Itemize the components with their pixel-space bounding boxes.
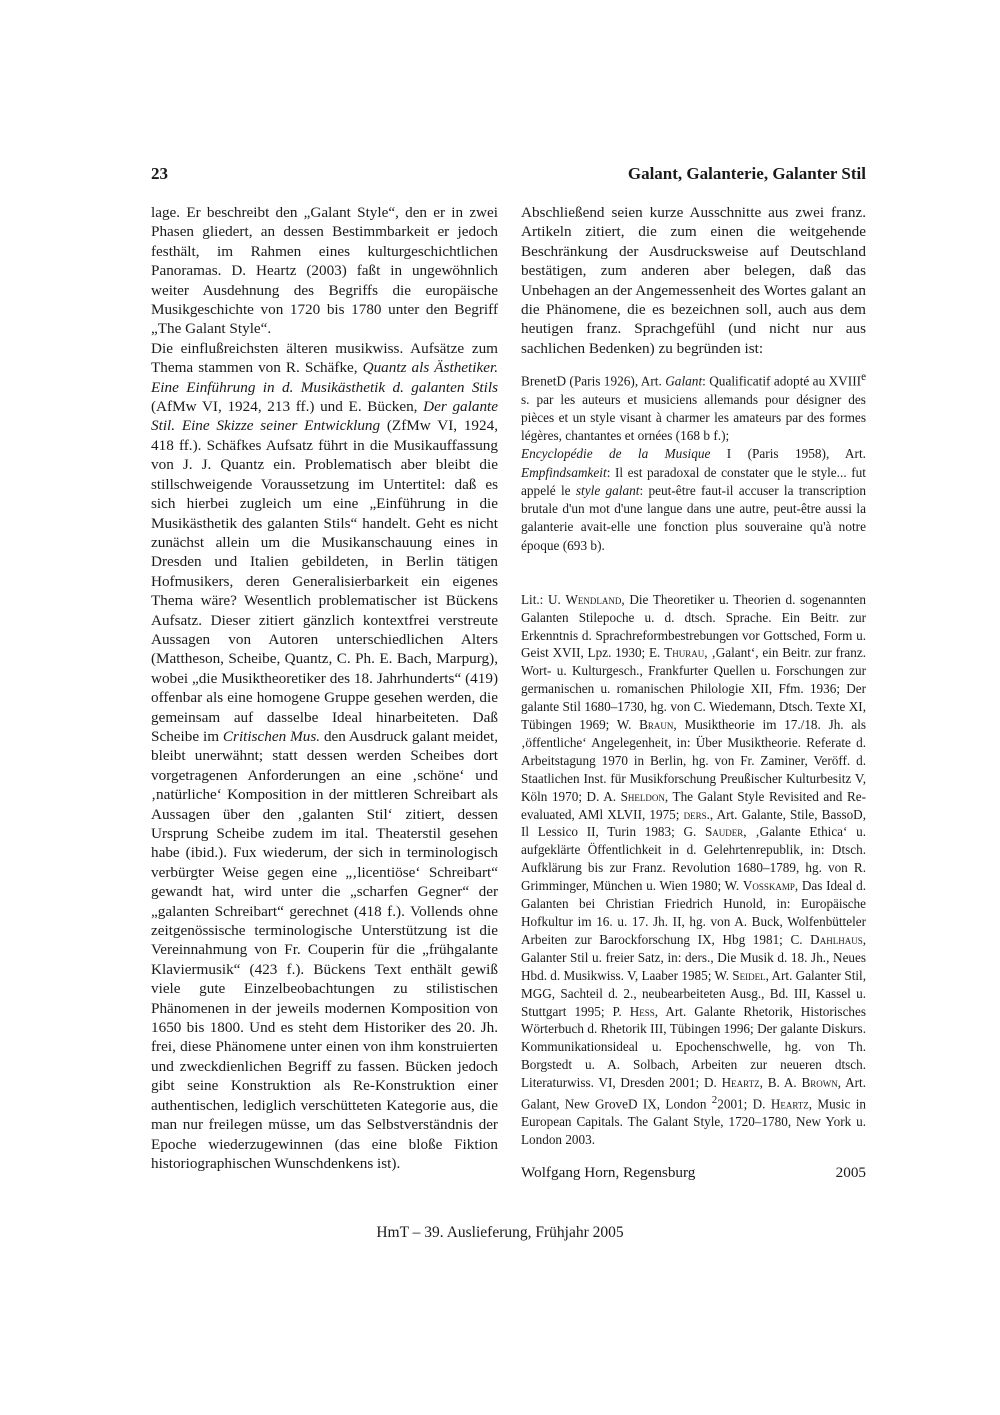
text-segment: , ‚Galante Ethica‘ u. aufgeklärte Öffentlichkeit in d. Gelehrtenrepublik, in: Dtsch. Aufklärung bis zur Franz. Revolution 1680–1789, hg. von R. Grimminger, München u. Wien 1980; W. (521, 824, 866, 894)
text-segment: , Das Ideal d. Galanten bei Christian Friedrich Hunold, in: Europäische Hofkultur im 16. u. 17. Jh. II, hg. von A. Buck, Wolfenbütteler Arbeiten zur Barockforschung IX, Hbg 1981; C. (521, 878, 866, 947)
text-segment: den Ausdruck galant meidet, bleibt unerwähnt; statt dessen werden Scheibes dort vorgetragenen Anforderungen an eine ‚schöne‘ und ‚natürliche‘ Komposition in der mittleren Schreibart als Aussagen über den ‚galanten Stil‘ zitiert, dessen Ursprung Scheibe zudem im ital. Theaterstil gesehen habe (ibid.). Fux wiederum, der sich in terminologisch verbürgter Weise gegen eine „‚licentiöse‘ Schreibart“ gewandt hat, wird unter die „scharfen Gegner“ der „galanten Schreibart“ gerechnet (418 f.). Vollends ohne zeitgenössische terminologische Unterstützung ist die Vereinnahmung von Fr. Couperin für die „frühgalante Klaviermusik“ (423 f.). Bückens Text enthält gewiß viele gute Einzelbeobachtungen zu stilistischen Phänomenen in der jeweils modernen Komposition von 1650 bis 1800. Und es steht dem Historiker des 20. Jh. frei, diese Phänomene unter einen von ihm konstruierten und zweckdienlichen Begriff zu fassen. Bücken jedoch gibt seine Konstruktion als Re-Konstruktion einer authentischen, lediglich verschütteten Kategorie aus, die man nur freilegen müsse, um das Selbstverständnis der Epoche wiederzugewinnen (das eine bloße Fiktion historiographischen Wunschdenkens ist). (151, 727, 499, 1172)
quotation-block (521, 368, 866, 554)
author-name: Dahlhaus (810, 931, 863, 947)
text-segment: I (Paris 1958), Art. (710, 446, 866, 462)
text-segment: 2001; D. (717, 1096, 771, 1112)
text-segment: , Art. Galante, Stile, BassoD, Il Lessico II, Turin 1983; G. (521, 806, 866, 840)
author-name: Heartz (721, 1075, 760, 1091)
text-segment: , The Galant Style Revisited and Re-evaluated, AMl XLVII, 1975; (521, 788, 866, 822)
author-name: Braun (639, 717, 674, 733)
author-name: Hess (629, 1003, 655, 1019)
author-byline (521, 1164, 866, 1182)
author-name: Sheldon (620, 788, 665, 804)
italic-title: Critischen Mus. (222, 727, 321, 745)
italic-title: Encyclopédie de la Musique (521, 446, 711, 462)
superscript: 2 (711, 1094, 718, 1107)
text-segment: (AfMw VI, 1924, 213 ff.) und E. Bücken, (151, 398, 424, 416)
text-segment: Lit.: U. (521, 591, 566, 607)
author-name: Vosskamp (742, 878, 795, 894)
italic-term: Galant (665, 373, 703, 389)
text-segment: , Music in European Capitals. The Galant Style, 1720–1780, New York u. London 2003. (521, 1096, 866, 1148)
text-segment: , Art. Galante Rhetorik, Historisches Wörterbuch d. Rhetorik III, Tübingen 1996; Der galante Diskurs. Kommunikationsideal u. Epochenschwelle, hg. von Th. Borgstedt u. A. Solbach, Arbeiten zur neueren dtsch. Literaturwiss. VI, Dresden 2001; D. (521, 1003, 866, 1091)
text-segment: s. par les auteurs et musiciens allemands pour désigner des pièces et un style visant à charmer les amateurs par des formes légères, chantantes et ornées (168 b f.); (521, 391, 866, 444)
right-intro-paragraph: Abschließend seien kurze Ausschnitte aus zwei franz. Artikeln zitiert, die zum einen die weitgehende Beschränkung der Ausdrucksweise auf Deutschland bestätigen, zum anderen aber belegen, daß das Unbehagen an der Angemessenheit des Wortes galant an die Phänomene, die es bezeichnen soll, auch aus dem heutigen franz. Sprachgefühl (und nicht nur aus sachlichen Bedenken) zu begründen ist: (521, 204, 866, 357)
author-name-location: Wolfgang Horn, Regensburg (521, 1164, 696, 1182)
text-segment: BrenetD (Paris 1926), Art. (521, 373, 666, 389)
author-name: Brown (801, 1075, 838, 1091)
italic-term: Empfindsamkeit (521, 464, 607, 480)
italic-term: style galant (575, 482, 640, 498)
text-segment: : peut-être faut-il accuser la transcription brutale d'un mot d'une langue dans une autre, peut-être aussi la galanterie avait-elle une fonction plus souveraine qu'à notre époque (693 b). (521, 482, 866, 553)
page-footer: HmT – 39. Auslieferung, Frühjahr 2005 (376, 1224, 624, 1241)
text-segment: , ‚Galant‘, ein Beitr. zur franz. Wort- u. Kulturgesch., Frankfurter Quellen u. Forschungen zur germanischen u. romanischen Philologie XII, Ffm. 1936; Der galante Stil 1680–1730, hg. von C. Wiedemann, Dtsch. Texte XI, Tübingen 1969; W. (521, 645, 867, 733)
text-segment: , Musiktheorie im 17./18. Jh. als ‚öffentliche‘ Angelegenheit, in: Über Musiktheorie. Referate d. Arbeitstagung 1970 in Berlin, hg. von Fr. Zaminer, Veröff. d. Staatlichen Inst. für Musikforschung Preußischer Kulturbesitz V, Köln 1970; D. A. (521, 717, 866, 804)
left-paragraph-2 (151, 339, 498, 1173)
author-name: Wendland (565, 591, 622, 607)
left-column (151, 203, 498, 1173)
literature-list (521, 591, 866, 1149)
italic-title: Der galante Stil. Eine Skizze seiner Entwicklung (151, 398, 498, 435)
author-name: Thurau (664, 645, 705, 661)
italic-title: Quantz als Ästhetiker. Eine Einführung in d. Musikästhetik d. galanten Stils (151, 359, 498, 396)
text-segment: , Art. Galanter Stil, MGG, Sachteil d. 2., neubearbeiteten Ausg., Bd. III, Kassel u. Stuttgart 1995; P. (521, 967, 866, 1019)
text-segment: Die einflußreichsten älteren musikwiss. Aufsätze zum Thema stammen von R. Schäfke, (151, 339, 498, 377)
author-name: Seidel (732, 967, 766, 983)
text-segment: , B. A. (759, 1075, 802, 1091)
text-segment: , Art. Galant, New GroveD IX, London (521, 1075, 867, 1112)
right-column (521, 203, 866, 1182)
running-title: Galant, Galanterie, Galanter Stil (627, 164, 866, 183)
left-paragraph-1: lage. Er beschreibt den „Galant Style“, den er in zwei Phasen gliedert, an dessen Bestimmbarkeit er jedoch festhält, im Rahmen eines kulturgeschichtlichen Panoramas. D. Heartz (2003) faßt in ungewöhnlich weiter Ausdehnung des Begriffs die europäische Musikgeschichte von 1720 bis 1780 unter den Begriff „The Galant Style“. (151, 204, 498, 338)
text-segment: : Qualificatif adopté au XVIII (702, 373, 862, 389)
text-segment: , Galanter Stil u. freier Satz, in: ders., Die Musik d. 18. Jh., Neues Hbd. d. Musikwiss. V, Laaber 1985; W. (521, 931, 866, 983)
author-name: Heartz (770, 1096, 809, 1112)
superscript: e (861, 371, 866, 384)
page-number: 23 (151, 164, 168, 183)
article-year: 2005 (835, 1164, 866, 1182)
text-segment: : Il est paradoxal de constater que le style... fut appelé le (521, 464, 866, 498)
text-segment: (ZfMw VI, 1924, 418 ff.). Schäfkes Aufsatz führt in die Musikauffassung von J. J. Quantz ein. Problematisch aber bleibt die stillschweigende Voraussetzung im Untertitel: daß es sich hierbei zugleich um eine „Einführung in die Musikästhetik des galanten Stils“ handelt. Geht es nicht zunächst allein um die Musikanschauung eines in Dresden und Italien gebildeten, in Berlin tätigen Hofmusikers, deren Generalisierbarkeit ein eigenes Thema wäre? Wesentlich problematischer ist Bückens Aufsatz. Dieser zitiert gänzlich kontextfrei verstreute Aussagen von Autoren unterschiedlichen Alters (Mattheson, Scheibe, Quantz, C. Ph. E. Bach, Marpurg), wobei „die Musiktheoretiker des 18. Jahrhunderts“ (419) offenbar als eine homogene Gruppe gesehen werden, die gemeinsam auf dasselbe Ideal hinarbeiteten. Daß Scheibe im (151, 417, 498, 745)
author-name: Sauder (704, 824, 744, 840)
text-segment: , Die Theoretiker u. Theorien d. sogenannten Galanten Stilepoche u. d. dtsch. Sprache. Ein Beitr. zur Erkenntnis d. Sprachreformbestrebungen vor Gottsched, Form u. Geist XVII, Lpz. 1930; E. (521, 591, 866, 661)
author-name: ders. (683, 806, 710, 822)
